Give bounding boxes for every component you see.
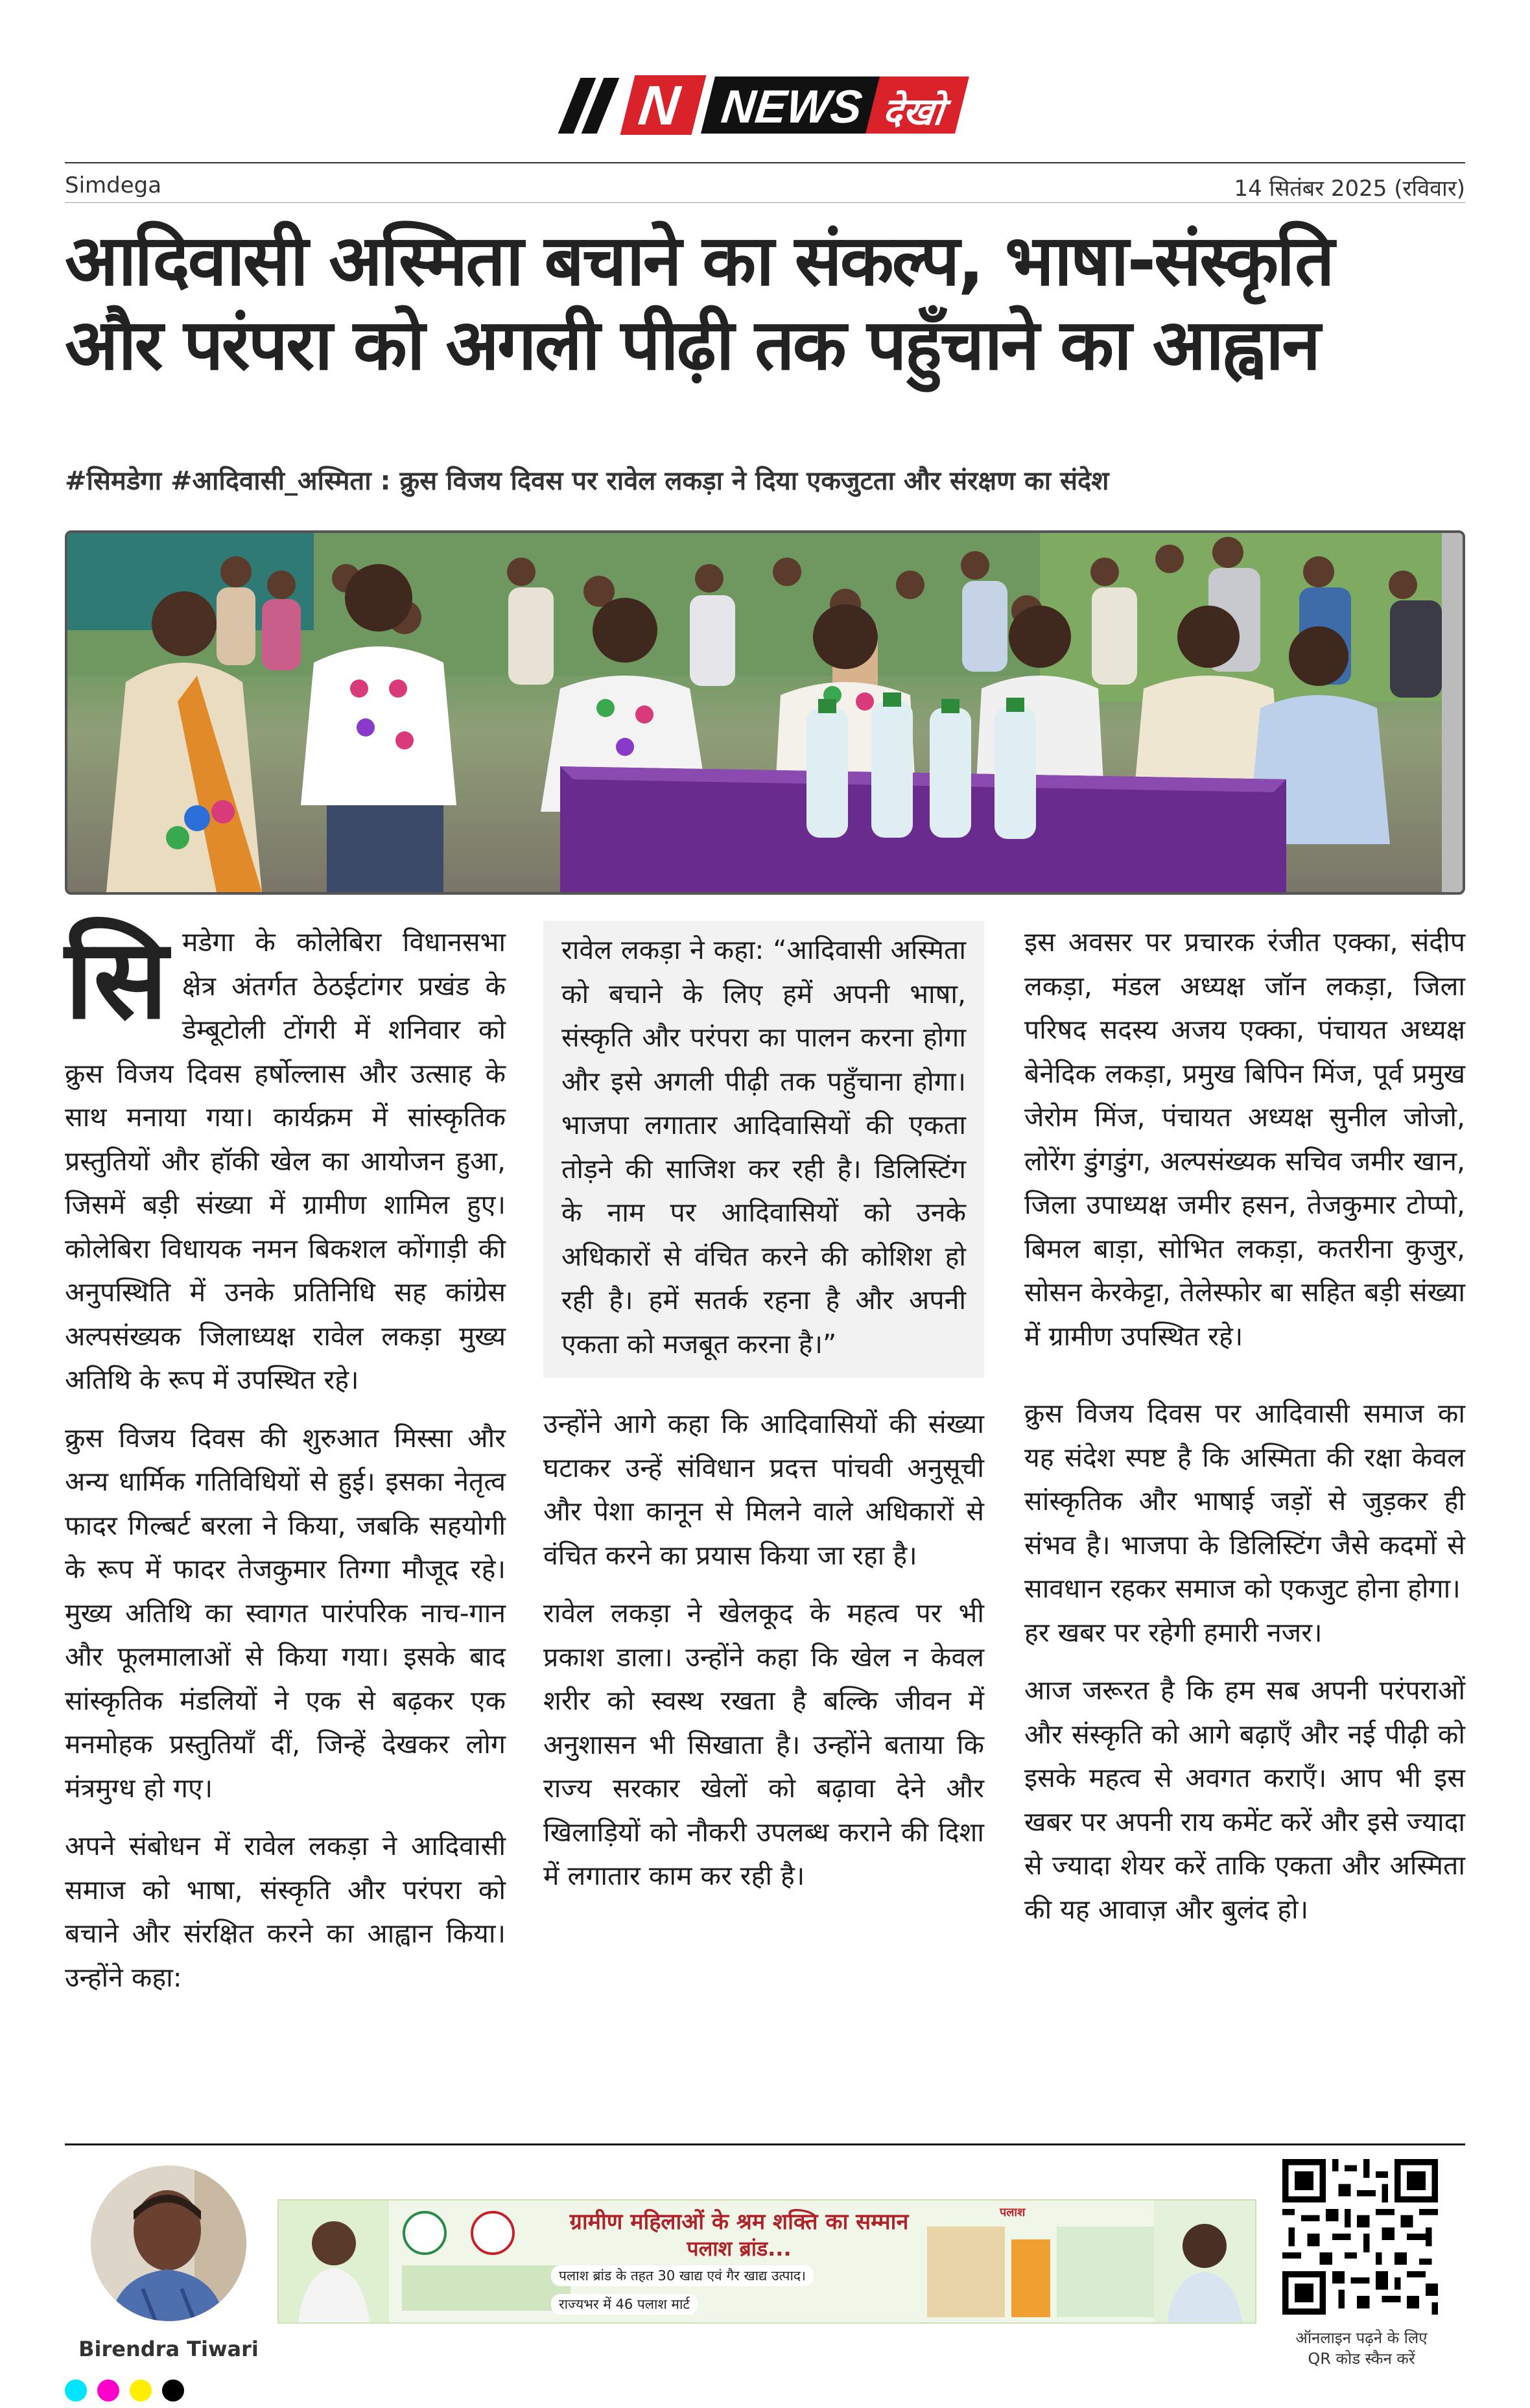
ad-brand-logo: पलाश (1000, 2206, 1026, 2219)
pull-quote: रावेल लकड़ा ने कहा: “आदिवासी अस्मिता को बचाने के लिए हमें अपनी भाषा, संस्कृति और परंपरा का पालन करना होगा और इसे अगली पीढ़ी तक पहुँचाना होगा। भाजपा लगातार आदिवासियों की एकता तोड़ने की साजिश कर रही है। डिलिस्टिंग के नाम पर आदिवासियों को उनके अधिकारों से वंचित करने की कोशिश हो रही है। हमें सतर्क रहना है और अपनी एकता को मजबूत करना है।” (543, 921, 984, 1378)
logo-news-block (701, 77, 885, 134)
ad-point-1: पलाश ब्रांड के तहत 30 खाद्य एवं गैर खाद्य उत्पाद। (551, 2265, 814, 2286)
article-column-3 (1024, 921, 1465, 1946)
dateline-rule (65, 202, 1465, 203)
ad-subtitle: पलाश ब्रांड... (687, 2236, 792, 2261)
qr-caption-line-1: ऑनलाइन पढ़ने के लिए (1295, 2329, 1428, 2347)
article-column-1 (65, 915, 506, 2014)
footer-rule (65, 2143, 1465, 2145)
paragraph-7 (1024, 1392, 1465, 1655)
headline-line-1: आदिवासी अस्मिता बचाने का संकल्प, भाषा-संस्कृति (65, 220, 1333, 301)
dateline-date: 14 सितंबर 2025 (रविवार) (1234, 176, 1465, 202)
ad-banner[interactable] (277, 2199, 1256, 2324)
qr-code[interactable] (1282, 2159, 1438, 2315)
paragraph-5: रावेल लकड़ा ने खेलकूद के महत्व पर भी प्रकाश डाला। उन्होंने कहा कि खेल न केवल शरीर को स्वस्थ रखता है बल्कि जीवन में अनुशासन भी सिखाता है। उन्होंने बताया कि राज्य सरकार खेलों को बढ़ावा देने और खिलाड़ियों को नौकरी उपलब्ध कराने की दिशा में लगातार काम कर रही है। (543, 1598, 984, 1891)
logo-n-block (620, 75, 707, 135)
top-rule (65, 162, 1465, 163)
print-swatch-magenta (97, 2379, 119, 2402)
drop-cap: सि (65, 915, 168, 1044)
paragraph-8: आज जरूरत है कि हम सब अपनी परंपराओं और संस्कृति को आगे बढ़ाएँ और नई पीढ़ी को इसके महत्व से अवगत कराएँ। आप भी इस खबर पर अपनी राय कमेंट करें और इसे ज्यादा से ज्यादा शेयर करें ताकि एकता और अस्मिता की यह आवाज़ और बुलंद हो। (1024, 1675, 1465, 1925)
ad-point-2: राज्यभर में 46 पलाश मार्ट (551, 2294, 698, 2315)
paragraph-7-text: क्रुस विजय दिवस पर आदिवासी समाज का यह संदेश स्पष्ट है कि अस्मिता की रक्षा केवल सांस्कृतिक और भाषाई जड़ों से जुड़कर ही संभव है। भाजपा के डिलिस्टिंग जैसे कदमों से सावधान रहकर समाज को एकजुट होना होगा। (1024, 1398, 1465, 1604)
qr-caption (1258, 2328, 1465, 2369)
avatar-photo (91, 2166, 246, 2321)
reporter-name: Birendra Tiwari (78, 2337, 259, 2361)
logo-dekho-block (865, 77, 969, 134)
print-swatch-cyan (65, 2379, 87, 2402)
article-column-2 (543, 921, 984, 1913)
dateline-location: Simdega (65, 172, 162, 198)
print-swatch-black (162, 2379, 184, 2402)
masthead-logo[interactable] (564, 73, 966, 137)
paragraph-intro (65, 915, 506, 1402)
headline (65, 219, 1478, 387)
headline-line-2: और परंपरा को अगली पीढ़ी तक पहुँचाने का आह्वान (65, 304, 1319, 386)
qr-caption-line-2: QR कोड स्कैन करें (1308, 2350, 1415, 2368)
logo-word: NEWS (718, 81, 865, 133)
reporter-avatar (91, 2166, 246, 2321)
paragraph-intro-text: मडेगा के कोलेबिरा विधानसभा क्षेत्र अंतर्गत ठेठईटांगर प्रखंड के डेम्बूटोली टोंगरी में शनिवार को क्रुस विजय दिवस हर्षोल्लास और उत्साह के साथ मनाया गया। कार्यक्रम में सांस्कृतिक प्रस्तुतियों और हॉकी खेल का आयोजन हुआ, जिसमें बड़ी संख्या में ग्रामीण शामिल हुए। कोलेबिरा विधायक नमन बिकशल कोंगाड़ी की अनुपस्थिति में उनके प्रतिनिधि सह कांग्रेस अल्पसंख्यक जिलाध्यक्ष रावेल लकड़ा मुख्य अतिथि के रूप में उपस्थित रहे। (65, 927, 506, 1395)
qr-pattern (1282, 2159, 1438, 2315)
paragraph-7-tagline: हर खबर पर रहेगी हमारी नजर। (1024, 1616, 1323, 1648)
logo-letter: N (635, 75, 683, 137)
ad-title: ग्रामीण महिलाओं के श्रम शक्ति का सम्मान (569, 2209, 909, 2235)
photo-scene (67, 533, 1463, 892)
print-swatch-yellow (130, 2379, 152, 2402)
paragraph-6: इस अवसर पर प्रचारक रंजीत एक्का, संदीप लकड़ा, मंडल अध्यक्ष जॉन लकड़ा, जिला परिषद सदस्य अजय एक्का, पंचायत अध्यक्ष बेनेदिक लकड़ा, प्रमुख बिपिन मिंज, पूर्व प्रमुख जेरोम मिंज, पंचायत अध्यक्ष सुनील जोजो, लोरेंग डुंगडुंग, अल्पसंख्यक सचिव जमीर खान, जिला उपाध्यक्ष जमीर हसन, तेजकुमार टोप्पो, बिमल बाड़ा, सोभित लकड़ा, कतरीना कुजुर, सोसन केरकेट्टा, तेलेस्फोर बा सहित बड़ी संख्या में ग्रामीण उपस्थित रहे। (1024, 927, 1465, 1352)
subheadline: #सिमडेगा #आदिवासी_अस्मिता : क्रुस विजय दिवस पर रावेल लकड़ा ने दिया एकजुटता और संरक्षण का संदेश (65, 466, 1109, 496)
logo-suffix: देखो (880, 89, 946, 134)
paragraph-3: अपने संबोधन में रावेल लकड़ा ने आदिवासी समाज को भाषा, संस्कृति और परंपरा को बचाने और संरक्षित करने का आह्वान किया। उन्होंने कहा: (65, 1830, 506, 1993)
paragraph-2: क्रुस विजय दिवस की शुरुआत मिस्सा और अन्य धार्मिक गतिविधियों से हुई। इसका नेतृत्व फादर गिल्बर्ट बरला ने किया, जबकि सहयोगी के रूप में फादर तेजकुमार तिग्गा मौजूद रहे। मुख्य अतिथि का स्वागत पारंपरिक नाच-गान और फूलमालाओं से किया गया। इसके बाद सांस्कृतिक मंडलियों ने एक से बढ़कर एक मनमोहक प्रस्तुतियाँ दीं, जिन्हें देखकर लोग मंत्रमुग्ध हो गए। (65, 1422, 506, 1804)
paragraph-4: उन्होंने आगे कहा कि आदिवासियों की संख्या घटाकर उन्हें संविधान प्रदत्त पांचवी अनुसूची और पेशा कानून से मिलने वाले अधिकारों से वंचित करने का प्रयास किया जा रहा है। (543, 1408, 984, 1571)
lead-photo (65, 530, 1465, 895)
